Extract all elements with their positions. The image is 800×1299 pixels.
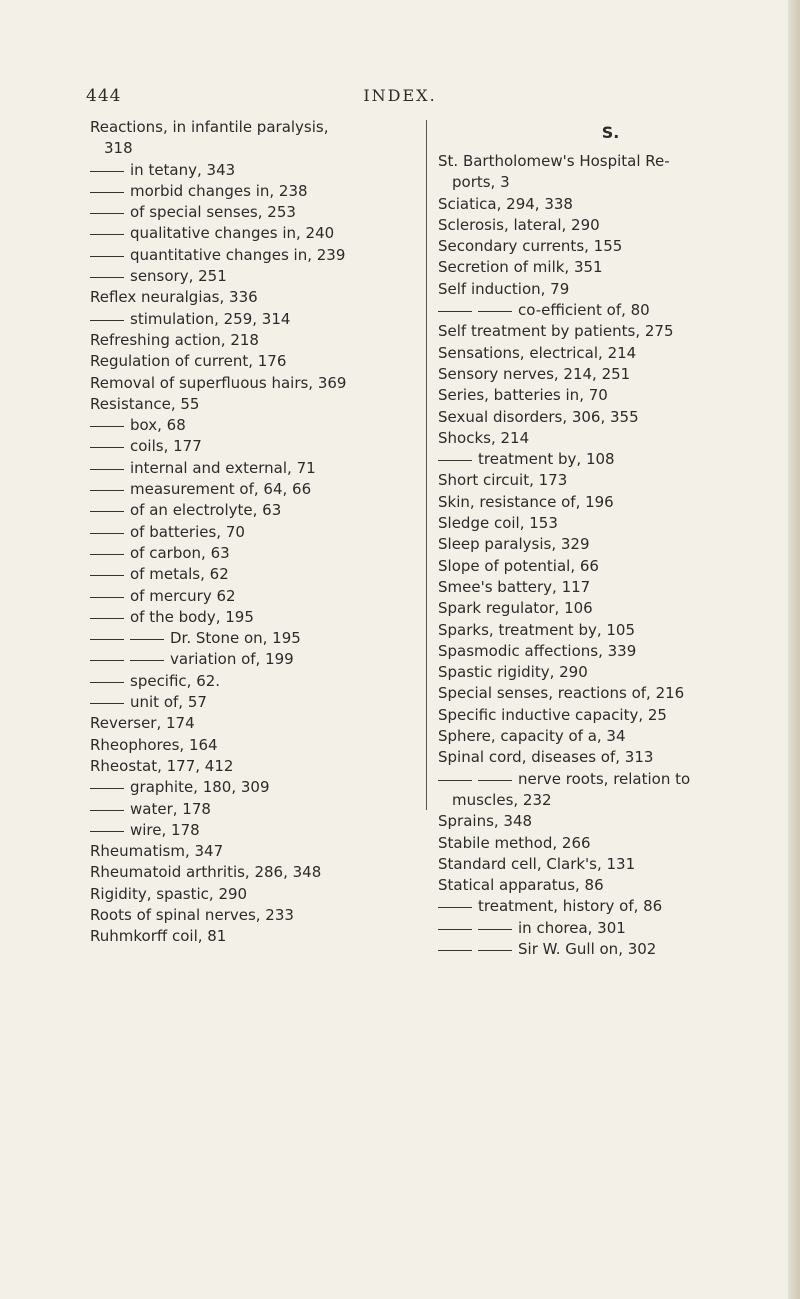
index-entry-text: Resistance, 55 (90, 394, 200, 413)
ditto-dash (478, 311, 512, 312)
index-entry (438, 747, 783, 768)
index-entry (90, 671, 420, 692)
index-entry (90, 500, 420, 521)
index-entry (90, 202, 420, 223)
index-entry (90, 586, 420, 607)
ditto-dash (90, 171, 124, 172)
index-entry-text: Sprains, 348 (438, 812, 533, 831)
ditto-dash (478, 929, 512, 930)
ditto-dash (438, 780, 472, 781)
ditto-dash (90, 277, 124, 278)
index-entry-text: wire, 178 (130, 820, 200, 839)
index-entry-text: Refreshing action, 218 (90, 330, 259, 349)
index-entry-text: Self induction, 79 (438, 279, 570, 298)
index-entry (438, 151, 783, 172)
index-entry (438, 620, 783, 641)
index-entry (438, 577, 783, 598)
index-entry (90, 841, 420, 862)
index-entry (90, 607, 420, 628)
index-entry-text: qualitative changes in, 240 (130, 224, 335, 243)
index-entry-text: of mercury 62 (130, 586, 236, 605)
index-entry-text: Rheumatism, 347 (90, 842, 224, 861)
index-entry (90, 713, 420, 734)
index-entry (90, 926, 420, 947)
index-entry-text: of an electrolyte, 63 (130, 501, 282, 520)
index-entry-text: Stabile method, 266 (438, 833, 591, 852)
page-number: 444 (86, 86, 122, 106)
index-entry-text: Spinal cord, diseases of, 313 (438, 748, 654, 767)
index-entry-text: Short circuit, 173 (438, 471, 568, 490)
index-entry (438, 492, 783, 513)
column-divider (426, 120, 427, 810)
index-entry (90, 458, 420, 479)
index-entry-text: Rigidity, spastic, 290 (90, 884, 248, 903)
index-entry (438, 172, 783, 193)
index-entry (438, 811, 783, 832)
index-entry-text: Specific inductive capacity, 25 (438, 705, 667, 724)
index-entry (90, 415, 420, 436)
index-entry (438, 215, 783, 236)
index-entry-text: of metals, 62 (130, 565, 229, 584)
index-entry (90, 756, 420, 777)
ditto-dash (438, 907, 472, 908)
index-entry (90, 649, 420, 670)
index-entry-text: variation of, 199 (170, 650, 294, 669)
index-entry (438, 257, 783, 278)
index-entry (90, 394, 420, 415)
ditto-dash (90, 234, 124, 235)
index-entry (90, 884, 420, 905)
index-entry-text: Slope of potential, 66 (438, 556, 599, 575)
index-entry-text: Sphere, capacity of a, 34 (438, 727, 626, 746)
index-entry (438, 300, 783, 321)
ditto-dash (90, 660, 124, 661)
index-entry (438, 407, 783, 428)
index-entry (438, 769, 783, 790)
ditto-dash (90, 511, 124, 512)
index-entry (90, 223, 420, 244)
index-entry (90, 351, 420, 372)
ditto-dash (90, 597, 124, 598)
index-entry (90, 479, 420, 500)
index-entry-text: Sexual disorders, 306, 355 (438, 407, 639, 426)
ditto-dash (90, 575, 124, 576)
index-column-right (438, 117, 783, 960)
index-entry (438, 641, 783, 662)
index-entry (438, 598, 783, 619)
index-entry-text: Special senses, reactions of, 216 (438, 684, 685, 703)
ditto-dash (90, 426, 124, 427)
index-entry-text: co-efficient of, 80 (518, 301, 650, 320)
index-entry-text: internal and external, 71 (130, 458, 316, 477)
index-entry (438, 343, 783, 364)
ditto-dash (90, 639, 124, 640)
index-entry (90, 735, 420, 756)
index-entry (438, 556, 783, 577)
index-entry-text: Shocks, 214 (438, 428, 530, 447)
index-entry-text: of special senses, 253 (130, 203, 296, 222)
index-entry (90, 287, 420, 308)
index-entry-text: Sensations, electrical, 214 (438, 343, 637, 362)
ditto-dash (478, 780, 512, 781)
index-entry-text: morbid changes in, 238 (130, 181, 308, 200)
index-entry-text: stimulation, 259, 314 (130, 309, 291, 328)
index-entry-text: Secondary currents, 155 (438, 237, 623, 256)
index-entry (438, 705, 783, 726)
index-entry-text: Skin, resistance of, 196 (438, 492, 614, 511)
index-entry-text: Spastic rigidity, 290 (438, 663, 588, 682)
index-entry-text: Reflex neuralgias, 336 (90, 288, 258, 307)
index-entry-text: graphite, 180, 309 (130, 778, 270, 797)
index-entry-text: treatment by, 108 (478, 450, 615, 469)
ditto-dash (130, 660, 164, 661)
index-entry (438, 896, 783, 917)
index-entry (438, 449, 783, 470)
ditto-dash (438, 311, 472, 312)
ditto-dash (130, 639, 164, 640)
index-entry (90, 799, 420, 820)
index-entry (438, 534, 783, 555)
index-entry (438, 918, 783, 939)
ditto-dash (438, 460, 472, 461)
index-entry (90, 117, 420, 138)
index-entry (438, 726, 783, 747)
index-entry (438, 683, 783, 704)
index-entry-text: Smee's battery, 117 (438, 577, 591, 596)
index-entries-right (438, 151, 783, 960)
index-entry-text: Sleep paralysis, 329 (438, 535, 590, 554)
index-entry (90, 266, 420, 287)
ditto-dash (90, 533, 124, 534)
index-entry (90, 436, 420, 457)
index-entry-text: treatment, history of, 86 (478, 897, 663, 916)
index-entry-text: St. Bartholomew's Hospital Re- (438, 152, 670, 170)
index-entry (438, 194, 783, 215)
index-entry (90, 138, 420, 159)
index-entry-text: Secretion of milk, 351 (438, 258, 603, 277)
ditto-dash (90, 703, 124, 704)
index-entry (438, 854, 783, 875)
ditto-dash (438, 950, 472, 951)
index-entry-text: Ruhmkorff coil, 81 (90, 927, 227, 946)
index-entry (90, 330, 420, 351)
index-entry (438, 385, 783, 406)
index-entry-text: muscles, 232 (452, 790, 552, 809)
index-entry-text: Sparks, treatment by, 105 (438, 620, 636, 639)
index-entry-text: water, 178 (130, 799, 211, 818)
page-edge (788, 0, 800, 1299)
index-entry-text: Dr. Stone on, 195 (170, 629, 301, 648)
index-entry-text: Roots of spinal nerves, 233 (90, 905, 294, 924)
index-entry-text: nerve roots, relation to (518, 769, 691, 788)
index-entry (438, 833, 783, 854)
index-entry-text: measurement of, 64, 66 (130, 480, 312, 499)
ditto-dash (90, 256, 124, 257)
index-entry (438, 321, 783, 342)
index-entry (438, 875, 783, 896)
index-entry-text: specific, 62. (130, 671, 221, 690)
index-entry-text: Standard cell, Clark's, 131 (438, 854, 636, 873)
index-entry (438, 279, 783, 300)
index-entry-text: unit of, 57 (130, 693, 207, 712)
index-entry-text: Statical apparatus, 86 (438, 876, 604, 895)
index-entry-text: Sclerosis, lateral, 290 (438, 215, 600, 234)
index-entry-text: of carbon, 63 (130, 543, 230, 562)
index-entry-text: Spasmodic affections, 339 (438, 641, 637, 660)
index-entry-text: Sir W. Gull on, 302 (518, 939, 657, 958)
index-entry-text: in tetany, 343 (130, 160, 236, 179)
index-entry-text: Spark regulator, 106 (438, 599, 593, 618)
index-entry-text: Series, batteries in, 70 (438, 386, 608, 405)
index-entry-text: of the body, 195 (130, 607, 254, 626)
index-entry-text: Sciatica, 294, 338 (438, 194, 573, 213)
index-entry (438, 790, 783, 811)
index-column-left (90, 117, 420, 948)
index-entry (90, 245, 420, 266)
index-entry-text: 318 (104, 139, 133, 158)
index-entry (438, 470, 783, 491)
ditto-dash (90, 554, 124, 555)
index-entry (90, 181, 420, 202)
index-entry (90, 905, 420, 926)
index-entry-text: Rheostat, 177, 412 (90, 756, 234, 775)
index-entry-text: Reactions, in infantile paralysis, (90, 118, 329, 136)
index-entry (90, 543, 420, 564)
index-entry (438, 428, 783, 449)
index-entry (90, 777, 420, 798)
ditto-dash (90, 213, 124, 214)
index-entry (90, 862, 420, 883)
section-letter: S. (601, 123, 620, 142)
ditto-dash (478, 950, 512, 951)
index-entry-text: of batteries, 70 (130, 522, 245, 541)
index-entry (438, 939, 783, 960)
ditto-dash (90, 618, 124, 619)
ditto-dash (90, 320, 124, 321)
ditto-dash (90, 788, 124, 789)
ditto-dash (90, 831, 124, 832)
index-entry-text: quantitative changes in, 239 (130, 245, 346, 264)
running-head: INDEX. (363, 86, 437, 105)
index-entry (438, 364, 783, 385)
index-entry (438, 662, 783, 683)
index-entry-text: sensory, 251 (130, 267, 227, 286)
index-entry-text: box, 68 (130, 416, 186, 435)
index-entry (90, 522, 420, 543)
index-entry-text: Reverser, 174 (90, 714, 195, 733)
index-entry-text: Removal of superfluous hairs, 369 (90, 373, 347, 392)
index-entry (438, 513, 783, 534)
ditto-dash (90, 447, 124, 448)
index-entry-text: coils, 177 (130, 437, 202, 456)
index-entry (90, 309, 420, 330)
index-entry-text: Rheumatoid arthritis, 286, 348 (90, 863, 322, 882)
ditto-dash (90, 469, 124, 470)
index-entry-text: in chorea, 301 (518, 918, 626, 937)
ditto-dash (90, 810, 124, 811)
ditto-dash (90, 490, 124, 491)
index-entry (90, 373, 420, 394)
index-entry (438, 236, 783, 257)
index-entry (90, 160, 420, 181)
index-entry (90, 692, 420, 713)
index-entry-text: Sledge coil, 153 (438, 514, 558, 533)
ditto-dash (90, 192, 124, 193)
index-entry-text: Regulation of current, 176 (90, 352, 287, 371)
index-entry-text: Rheophores, 164 (90, 735, 218, 754)
index-entry-text: ports, 3 (452, 173, 510, 192)
index-entry (90, 564, 420, 585)
index-entry (90, 628, 420, 649)
index-entry-text: Self treatment by patients, 275 (438, 322, 674, 341)
index-entry (90, 820, 420, 841)
ditto-dash (438, 929, 472, 930)
index-entry-text: Sensory nerves, 214, 251 (438, 364, 631, 383)
ditto-dash (90, 682, 124, 683)
page-header (0, 86, 800, 110)
